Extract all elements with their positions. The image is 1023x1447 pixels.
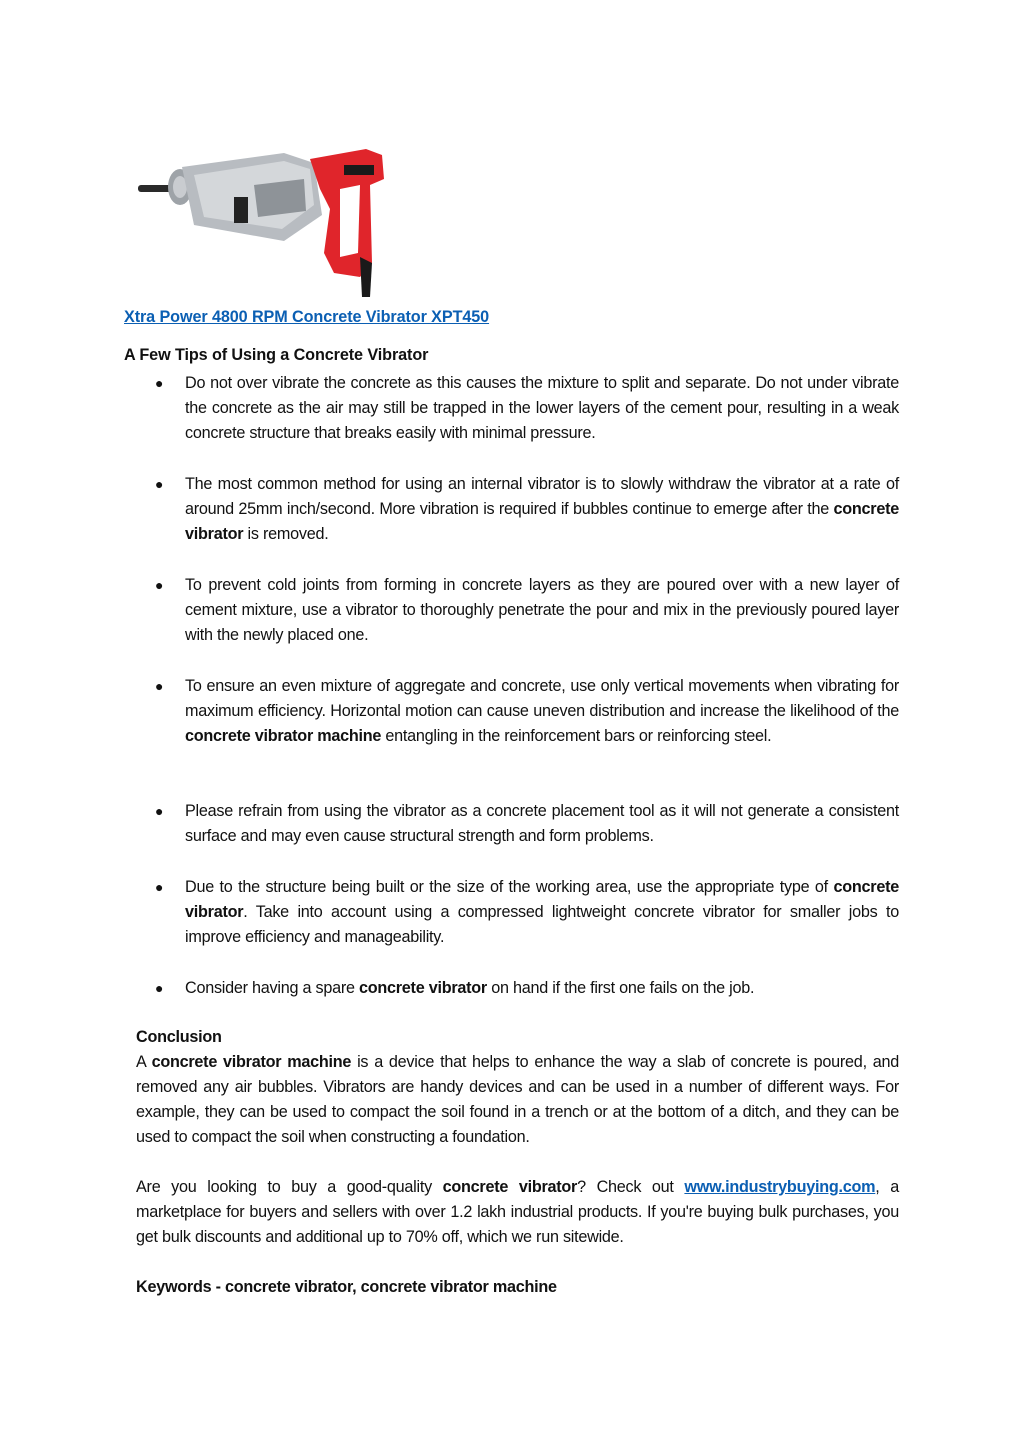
bullet-icon: ● xyxy=(155,577,164,593)
bullet-icon: ● xyxy=(155,375,164,391)
list-item-text: Consider having a spare xyxy=(185,979,359,997)
list-item-text: To prevent cold joints from forming in concrete layers as they are poured over with a new layer of cement mixture, use a vibrator to thoroughly penetrate the pour and mix in the previously poured layer with the newly placed one. xyxy=(185,576,899,645)
keyword-bold: concrete vibrator xyxy=(442,1178,578,1196)
industrybuying-link[interactable]: www.industrybuying.com xyxy=(684,1178,876,1196)
conclusion-paragraph xyxy=(136,1050,899,1150)
list-item xyxy=(155,371,899,446)
list-item xyxy=(155,875,899,950)
conclusion-heading: Conclusion xyxy=(136,1028,222,1046)
product-image xyxy=(134,145,388,297)
keywords-line: Keywords - concrete vibrator, concrete vibrator machine xyxy=(136,1278,557,1296)
list-item xyxy=(155,976,899,1001)
keyword-bold: concrete vibrator xyxy=(185,878,899,922)
keyword-bold: concrete vibrator xyxy=(358,979,487,997)
list-item-text: The most common method for using an internal vibrator is to slowly withdraw the vibrator at a rate of around 25mm inch/second. More vibration is required if bubbles continue to emerge after the xyxy=(185,475,899,519)
list-item-text: on hand if the first one fails on the job. xyxy=(486,979,755,997)
bullet-icon: ● xyxy=(155,879,164,895)
list-item xyxy=(155,472,899,547)
cta-paragraph xyxy=(136,1175,899,1250)
list-item-text: entangling in the reinforcement bars or reinforcing steel. xyxy=(381,727,772,746)
list-item xyxy=(155,799,899,849)
list-item xyxy=(155,674,899,749)
list-item-text: Please refrain from using the vibrator as a concrete placement tool as it will not generate a consistent surface and may even cause structural strength and form problems. xyxy=(185,802,899,846)
paragraph-text: A xyxy=(136,1053,152,1071)
tips-heading: A Few Tips of Using a Concrete Vibrator xyxy=(124,346,429,364)
product-link[interactable]: Xtra Power 4800 RPM Concrete Vibrator XPT450 xyxy=(124,308,490,326)
keyword-bold: concrete vibrator machine xyxy=(185,727,382,746)
paragraph-text: Are you looking to buy a good-quality xyxy=(136,1178,443,1196)
paragraph-text: is a device that helps to enhance the way a slab of concrete is poured, and removed any air bubbles. Vibrators are handy devices and can be used in a number of different ways. For example, they can be used to compact the soil found in a trench or at the bottom of a ditch, and they can be used to compact the soil when constructing a foundation. xyxy=(136,1053,900,1147)
keyword-bold: concrete vibrator machine xyxy=(151,1053,352,1071)
paragraph-text: , a marketplace for buyers and sellers with over 1.2 lakh industrial products. If you're buying bulk purchases, you get bulk discounts and additional up to 70% off, which we run sitewide. xyxy=(136,1178,899,1247)
list-item-text: Do not over vibrate the concrete as this causes the mixture to split and separate. Do not under vibrate the concrete as the air may still be trapped in the lower layers of the cement pour, resulting in a weak concrete structure that breaks easily with minimal pressure. xyxy=(185,374,899,443)
bullet-icon: ● xyxy=(155,678,164,694)
keyword-bold: concrete vibrator xyxy=(185,500,899,544)
list-item-text: . Take into account using a compressed lightweight concrete vibrator for smaller jobs to improve efficiency and manageability. xyxy=(185,903,899,947)
bullet-icon: ● xyxy=(155,980,164,996)
list-item-text: Due to the structure being built or the size of the working area, use the appropriate type of xyxy=(185,878,834,896)
list-item xyxy=(155,573,899,648)
bullet-icon: ● xyxy=(155,803,164,819)
list-item-text: is removed. xyxy=(243,525,329,544)
list-item-text: To ensure an even mixture of aggregate and concrete, use only vertical movements when vibrating for maximum efficiency. Horizontal motion can cause uneven distribution and increase the likelihood of the xyxy=(185,677,899,721)
paragraph-text: ? Check out xyxy=(577,1178,685,1196)
bullet-icon: ● xyxy=(155,476,164,492)
